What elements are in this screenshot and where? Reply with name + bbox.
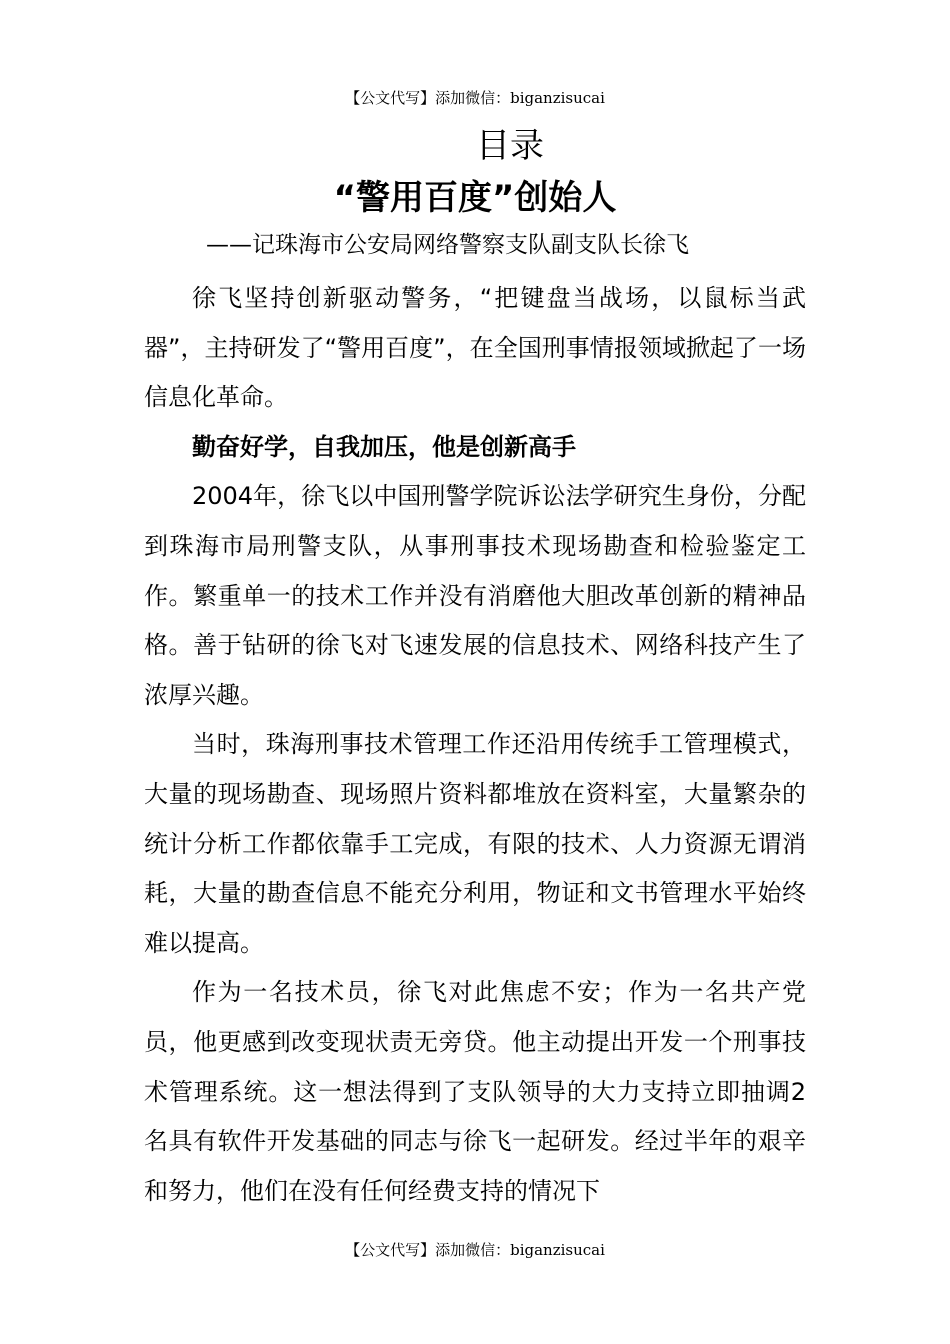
document-body bbox=[144, 274, 806, 1216]
paragraph-situation: 当时，珠海刑事技术管理工作还沿用传统手工管理模式，大量的现场勘查、现场照片资料都堆放在资料室，大量繁杂的统计分析工作都依靠手工完成，有限的技术、人力资源无谓消耗，大量的勘查信息不能充分利用，物证和文书管理水平始终难以提高。 bbox=[144, 730, 806, 957]
section-heading: 勤奋好学，自我加压，他是创新高手 bbox=[192, 432, 576, 461]
document-title: “警用百度”创始人 bbox=[333, 178, 617, 218]
header-watermark-note: 【公文代写】添加微信：biganzisucai bbox=[345, 89, 605, 107]
toc-title: 目录 bbox=[476, 126, 544, 166]
paragraph-intro: 徐飞坚持创新驱动警务，“把键盘当战场，以鼠标当武器”，主持研发了“警用百度”，在全国刑事情报领域掀起了一场信息化革命。 bbox=[144, 284, 806, 412]
footer-watermark-note: 【公文代写】添加微信：biganzisucai bbox=[345, 1241, 605, 1259]
document-subtitle: ——记珠海市公安局网络警察支队副支队长徐飞 bbox=[206, 232, 689, 258]
paragraph-initiative: 作为一名技术员，徐飞对此焦虑不安；作为一名共产党员，他更感到改变现状责无旁贷。他主动提出开发一个刑事技术管理系统。这一想法得到了支队领导的大力支持立即抽调2名具有软件开发基础的同志与徐飞一起研发。经过半年的艰辛和努力，他们在没有任何经费支持的情况下 bbox=[144, 978, 806, 1205]
paragraph-2004: 2004年，徐飞以中国刑警学院诉讼法学研究生身份，分配到珠海市局刑警支队，从事刑事技术现场勘查和检验鉴定工作。繁重单一的技术工作并没有消磨他大胆改革创新的精神品格。善于钻研的徐飞对飞速发展的信息技术、网络科技产生了浓厚兴趣。 bbox=[144, 482, 806, 709]
